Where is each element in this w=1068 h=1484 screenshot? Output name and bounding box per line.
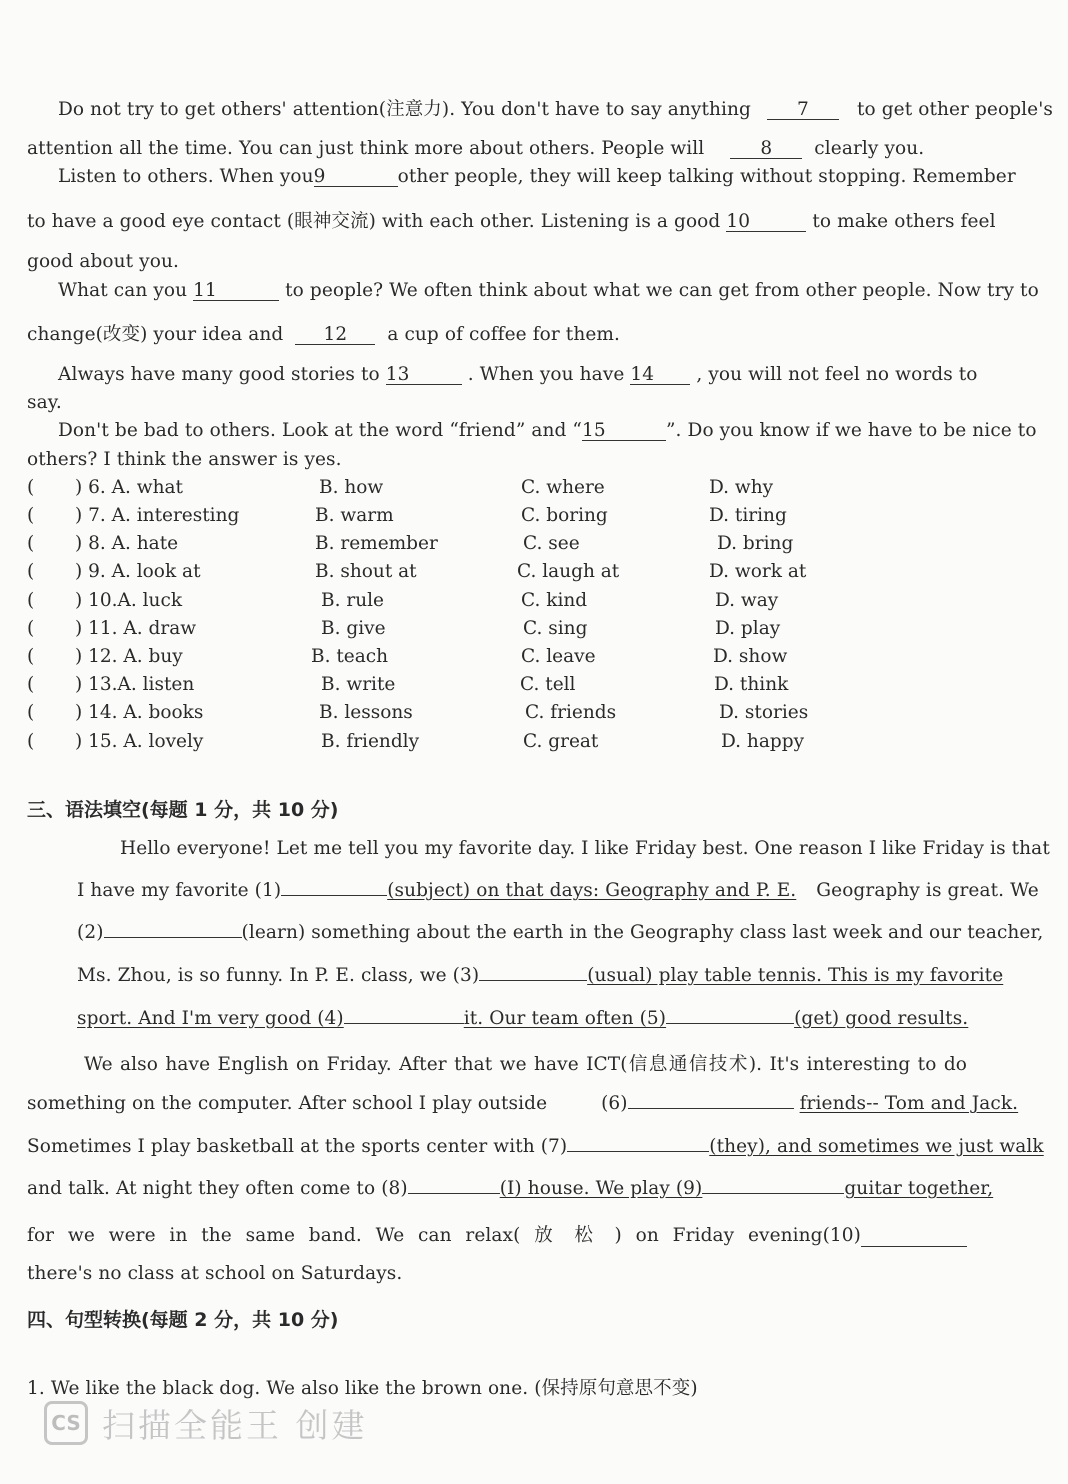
- answer-slot[interactable]: (: [27, 477, 35, 498]
- blank-10[interactable]: 10: [726, 212, 806, 232]
- grammar-blank-5[interactable]: [666, 1023, 794, 1024]
- passage-line: Always have many good stories to 13 . When you have 14 , you will not feel no words to: [58, 364, 978, 385]
- grammar-line: I have my favorite (1) (subject) on that days: Geography and P. E. Geography is great. We: [77, 880, 1039, 901]
- blank-7[interactable]: 7: [767, 100, 839, 120]
- section-heading-grammar: 三、语法填空(每题 1 分，共 10 分): [27, 799, 339, 821]
- blank-15[interactable]: 15: [582, 421, 666, 441]
- grammar-line: Hello everyone! Let me tell you my favorite day. I like Friday best. One reason I like Friday is that: [120, 838, 1050, 859]
- blank-11[interactable]: 11: [193, 281, 279, 301]
- grammar-blank-2[interactable]: [104, 937, 242, 938]
- grammar-line: Ms. Zhou, is so funny. In P. E. class, we (3) (usual) play table tennis. This is my favorite: [77, 965, 1004, 986]
- section-heading-transform: 四、句型转换(每题 2 分，共 10 分): [27, 1309, 339, 1331]
- scanner-watermark: [44, 1398, 368, 1448]
- blank-8[interactable]: 8: [730, 139, 802, 159]
- grammar-line: (2) (learn) something about the earth in the Geography class last week and our teacher,: [77, 922, 1044, 943]
- passage-line: others? I think the answer is yes.: [27, 449, 342, 470]
- blank-12[interactable]: 12: [295, 325, 375, 345]
- grammar-line: Sometimes I play basketball at the sports center with (7) (they), and sometimes we just walk: [27, 1136, 1044, 1157]
- grammar-line: something on the computer. After school I play outside (6) friends-- Tom and Jack.: [27, 1093, 1019, 1114]
- grammar-blank-10[interactable]: [861, 1221, 967, 1247]
- passage-line: Don't be bad to others. Look at the word “friend” and “15 ”. Do you know if we have to be nice to: [58, 420, 1037, 441]
- transform-question-1: 1. We like the black dog. We also like the brown one. (保持原句意思不变): [27, 1378, 698, 1399]
- grammar-line: there's no class at school on Saturdays.: [27, 1263, 403, 1284]
- answer-slot[interactable]: (: [27, 590, 35, 611]
- grammar-line: for we were in the same band. We can relax( 放 松 ) on Friday evening(10): [27, 1221, 967, 1247]
- passage-line: change(改变) your idea and 12 a cup of coffee for them.: [27, 324, 621, 345]
- grammar-blank-6[interactable]: [628, 1108, 794, 1109]
- camscanner-logo-icon: CS: [44, 1401, 88, 1445]
- answer-slot[interactable]: (: [27, 533, 35, 554]
- answer-slot[interactable]: (: [27, 674, 35, 695]
- blank-9[interactable]: 9: [314, 167, 398, 187]
- grammar-blank-9[interactable]: [702, 1193, 844, 1194]
- passage-line: Do not try to get others' attention(注意力). You don't have to say anything 7 to get other people's: [58, 99, 1053, 120]
- grammar-blank-3[interactable]: [479, 980, 587, 981]
- answer-slot[interactable]: (: [27, 646, 35, 667]
- answer-slot[interactable]: (: [27, 505, 35, 526]
- grammar-blank-8[interactable]: [408, 1193, 500, 1194]
- grammar-line: and talk. At night they often come to (8) (I) house. We play (9) guitar together,: [27, 1178, 994, 1199]
- blank-14[interactable]: 14: [630, 365, 690, 385]
- passage-line: to have a good eye contact (眼神交流) with each other. Listening is a good 10 to make others feel: [27, 211, 996, 232]
- answer-slot[interactable]: (: [27, 561, 35, 582]
- grammar-line: sport. And I'm very good (4) it. Our team often (5) (get) good results.: [77, 1008, 969, 1029]
- passage-line: Listen to others. When you9 other people, they will keep talking without stopping. Remember: [58, 166, 1016, 187]
- passage-line: say.: [27, 392, 62, 413]
- passage-line: good about you.: [27, 251, 179, 272]
- passage-line: What can you 11 to people? We often think about what we can get from other people. Now try to: [58, 280, 1039, 301]
- grammar-blank-7[interactable]: [567, 1151, 709, 1152]
- grammar-blank-4[interactable]: [344, 1023, 464, 1024]
- answer-slot[interactable]: (: [27, 702, 35, 723]
- grammar-blank-1[interactable]: [281, 895, 387, 896]
- grammar-line: We also have English on Friday. After that we have ICT(信息通信技术). It's interesting to do: [84, 1054, 967, 1075]
- blank-13[interactable]: 13: [386, 365, 462, 385]
- answer-slot[interactable]: (: [27, 731, 35, 752]
- watermark-text: 扫描全能王 创建: [102, 1405, 368, 1445]
- passage-line: attention all the time. You can just think more about others. People will 8 clearly you.: [27, 138, 925, 159]
- answer-slot[interactable]: (: [27, 618, 35, 639]
